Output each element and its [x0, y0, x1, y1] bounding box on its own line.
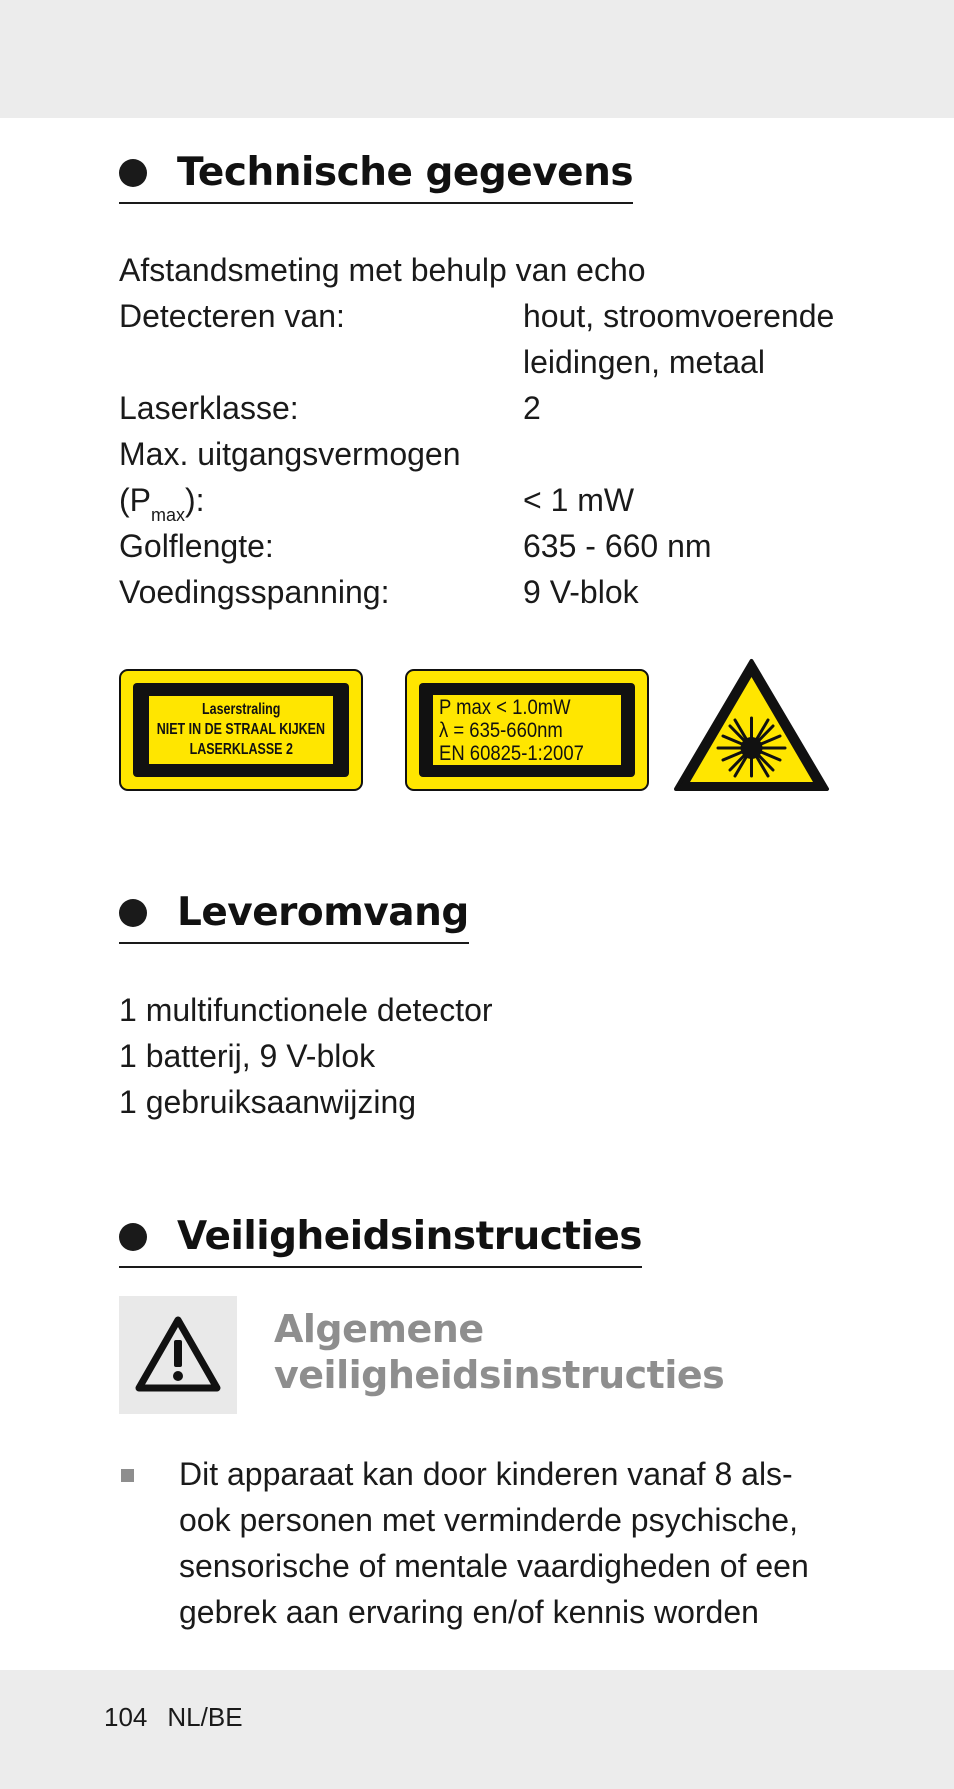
laser-label-line: LASERKLASSE 2	[189, 741, 293, 758]
bullet-dot-icon	[119, 1223, 147, 1251]
spec-label-pre: (P	[119, 482, 151, 518]
section-heading-safety	[119, 1212, 642, 1268]
delivery-list	[119, 987, 819, 1125]
spec-label: Detecteren van:	[119, 298, 345, 334]
page-footer	[104, 1702, 263, 1733]
spec-label-post: ):	[185, 482, 205, 518]
spec-value: 635 - 660 nm	[523, 528, 712, 564]
spec-row	[119, 293, 879, 339]
laser-label-line: NIET IN DE STRAAL KIJKEN	[156, 721, 326, 738]
spec-label: Golflengte:	[119, 528, 274, 564]
spec-row	[119, 569, 879, 615]
laser-label-line: λ = 635-660nm	[439, 718, 563, 742]
spec-intro	[119, 247, 879, 293]
paragraph-line: ook personen met verminderde psychische,	[179, 1502, 798, 1538]
subheading-line: Algemene	[274, 1307, 484, 1351]
paragraph-line: gebrek aan ervaring en/of kennis worden	[179, 1594, 759, 1630]
spec-label-sub: max	[151, 505, 186, 525]
paragraph-line: sensorische of mentale vaardigheden of een	[179, 1548, 809, 1584]
laser-spec-label	[405, 669, 649, 791]
top-band	[0, 0, 954, 118]
list-item: 1 batterij, 9 V-blok	[119, 1038, 376, 1074]
warning-icon-box	[119, 1296, 237, 1414]
spec-row	[119, 339, 879, 385]
spec-label: Max. uitgangsvermogen	[119, 436, 461, 472]
spec-label: Voedingsspanning:	[119, 574, 390, 610]
spec-value: < 1 mW	[523, 482, 635, 518]
section-heading-delivery	[119, 888, 469, 944]
spec-value: hout, stroomvoerende	[523, 298, 835, 334]
square-bullet-icon	[121, 1469, 134, 1482]
bullet-dot-icon	[119, 899, 147, 927]
subsection-heading	[274, 1306, 724, 1398]
laser-hazard-icon	[673, 658, 830, 792]
list-item: 1 gebruiksaanwijzing	[119, 1084, 417, 1120]
spec-value: leidingen, metaal	[523, 344, 765, 380]
spec-intro-text: Afstandsmeting met behulp van echo	[119, 252, 646, 288]
safety-paragraph	[179, 1451, 839, 1635]
laser-label-line: Laserstraling	[201, 701, 281, 718]
spec-row	[119, 477, 879, 523]
locale-code: NL/BE	[167, 1702, 243, 1732]
page-number: 104	[104, 1702, 148, 1732]
spec-table	[119, 247, 879, 615]
heading-text: Leveromvang	[177, 890, 469, 935]
subheading-line: veiligheidsinstructies	[274, 1353, 725, 1397]
bullet-dot-icon	[119, 159, 147, 187]
spec-row	[119, 523, 879, 569]
list-item: 1 multifunctionele detector	[119, 992, 493, 1028]
paragraph-line: Dit apparaat kan door kinderen vanaf 8 als-	[179, 1456, 793, 1492]
heading-text: Technische gegevens	[177, 150, 634, 195]
warning-icon	[119, 1296, 237, 1414]
spec-label: Laserklasse:	[119, 390, 299, 426]
laser-label-line: EN 60825-1:2007	[439, 741, 584, 765]
laser-warning-label	[119, 669, 363, 791]
spec-row	[119, 385, 879, 431]
spec-value: 2	[523, 390, 541, 426]
section-heading-technical	[119, 148, 633, 204]
laser-label-line: P max < 1.0mW	[439, 695, 571, 719]
spec-row	[119, 431, 879, 477]
heading-text: Veiligheidsinstructies	[177, 1214, 643, 1259]
spec-value: 9 V-blok	[523, 574, 639, 610]
